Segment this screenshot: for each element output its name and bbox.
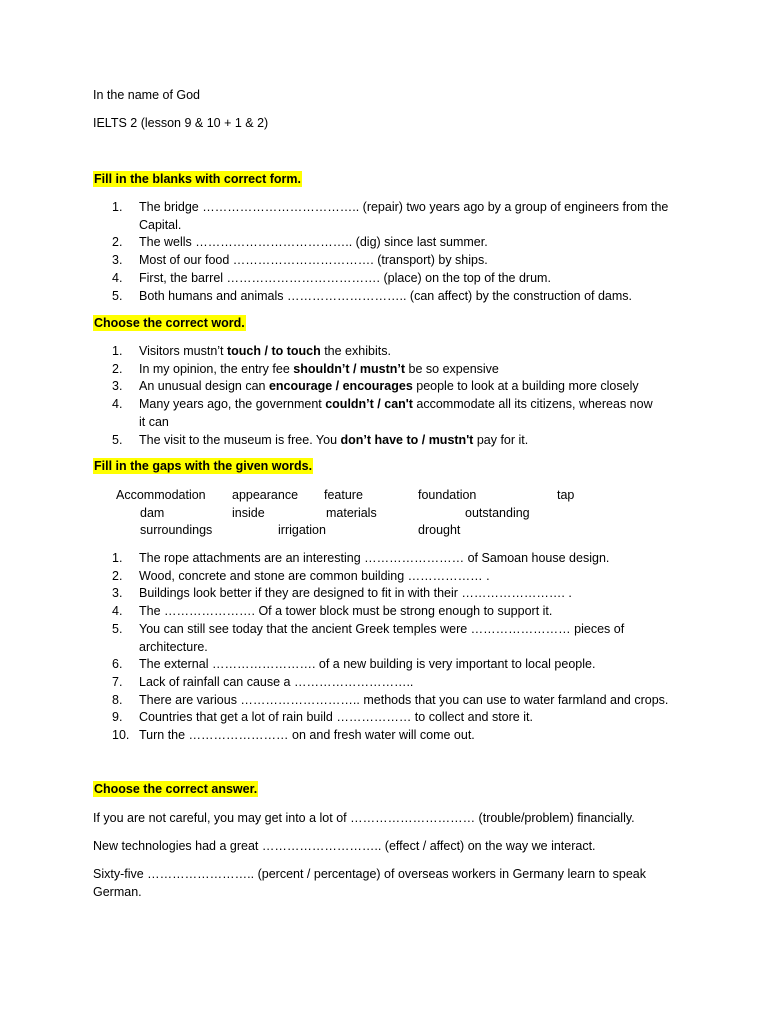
word-bank-item: surroundings (140, 523, 213, 537)
word-bank-item: feature (324, 488, 363, 502)
list-item: 4. The …………………. Of a tower block must be strong enough to support it. (112, 604, 553, 619)
list-item: 9. Countries that get a lot of rain build ……………… to collect and store it. (112, 710, 533, 725)
section4-question: New technologies had a great ……………………….. (effect / affect) on the way we interact. (93, 839, 596, 853)
list-item: 3. Most of our food ……………………………. (transport) by ships. (112, 253, 488, 268)
word-bank-item: outstanding (465, 506, 530, 520)
list-item: 6. The external ……………………. of a new building is very important to local people. (112, 657, 596, 672)
section1-list (112, 199, 669, 305)
list-item: 10. Turn the …………………… on and fresh water will come out. (112, 728, 475, 743)
word-bank-item: inside (232, 506, 265, 520)
section4-heading: Choose the correct answer. (94, 782, 258, 796)
list-item: 1. The rope attachments are an interesting …………………… of Samoan house design. (112, 551, 610, 565)
document-title: In the name of God (93, 88, 201, 102)
section3-list (112, 550, 668, 745)
section4-question: If you are not careful, you may get into a lot of ………………………… (trouble/problem) financially. (93, 811, 635, 825)
section4-question: Sixty-five …………………….. (percent / percentage) of overseas workers in Germany learn to speak German. (93, 867, 646, 899)
word-bank-item: Accommodation (116, 488, 206, 502)
word-bank-item: drought (418, 523, 461, 537)
list-item: 2. The wells ……………………………….. (dig) since last summer. (112, 235, 488, 250)
list-item: 4. First, the barrel ………………………………. (place) on the top of the drum. (112, 270, 551, 285)
list-item: 4. Many years ago, the government couldn’t / can't accommodate all its citizens, whereas now it can (112, 397, 653, 429)
word-bank-item: materials (326, 506, 377, 520)
list-item: 2. In my opinion, the entry fee shouldn’t / mustn’t be so expensive (112, 361, 499, 376)
word-bank-item: irrigation (278, 523, 326, 537)
list-item: 5. Both humans and animals ……………………….. (can affect) by the construction of dams. (112, 288, 633, 303)
section1-heading: Fill in the blanks with correct form. (94, 172, 301, 186)
list-item: 8. There are various ……………………….. methods that you can use to water farmland and crops. (112, 692, 669, 707)
word-bank-item: appearance (232, 488, 299, 502)
list-item: 1. The bridge ……………………………….. (repair) two years ago by a group of engineers from the Capital. (112, 200, 669, 232)
list-item: 1. Visitors mustn’t touch / to touch the exhibits. (112, 344, 391, 358)
section3-heading: Fill in the gaps with the given words. (94, 459, 313, 473)
list-item: 2. Wood, concrete and stone are common building ……………… . (112, 568, 490, 583)
word-bank-item: tap (557, 488, 575, 502)
list-item: 5. The visit to the museum is free. You don’t have to / mustn't pay for it. (112, 432, 529, 447)
list-item: 3. Buildings look better if they are designed to fit in with their ……………………. . (112, 586, 572, 601)
section2-list (112, 343, 654, 449)
section2-heading: Choose the correct word. (94, 316, 245, 330)
word-bank-item: foundation (418, 488, 477, 502)
document-subtitle: IELTS 2 (lesson 9 & 10 + 1 & 2) (93, 116, 269, 130)
list-item: 7. Lack of rainfall can cause a ……………………….. (112, 674, 414, 689)
list-item: 5. You can still see today that the ancient Greek temples were …………………… pieces of architecture. (112, 621, 625, 654)
list-item: 3. An unusual design can encourage / encourages people to look at a building more closely (112, 379, 639, 394)
word-bank-item: dam (140, 506, 165, 520)
